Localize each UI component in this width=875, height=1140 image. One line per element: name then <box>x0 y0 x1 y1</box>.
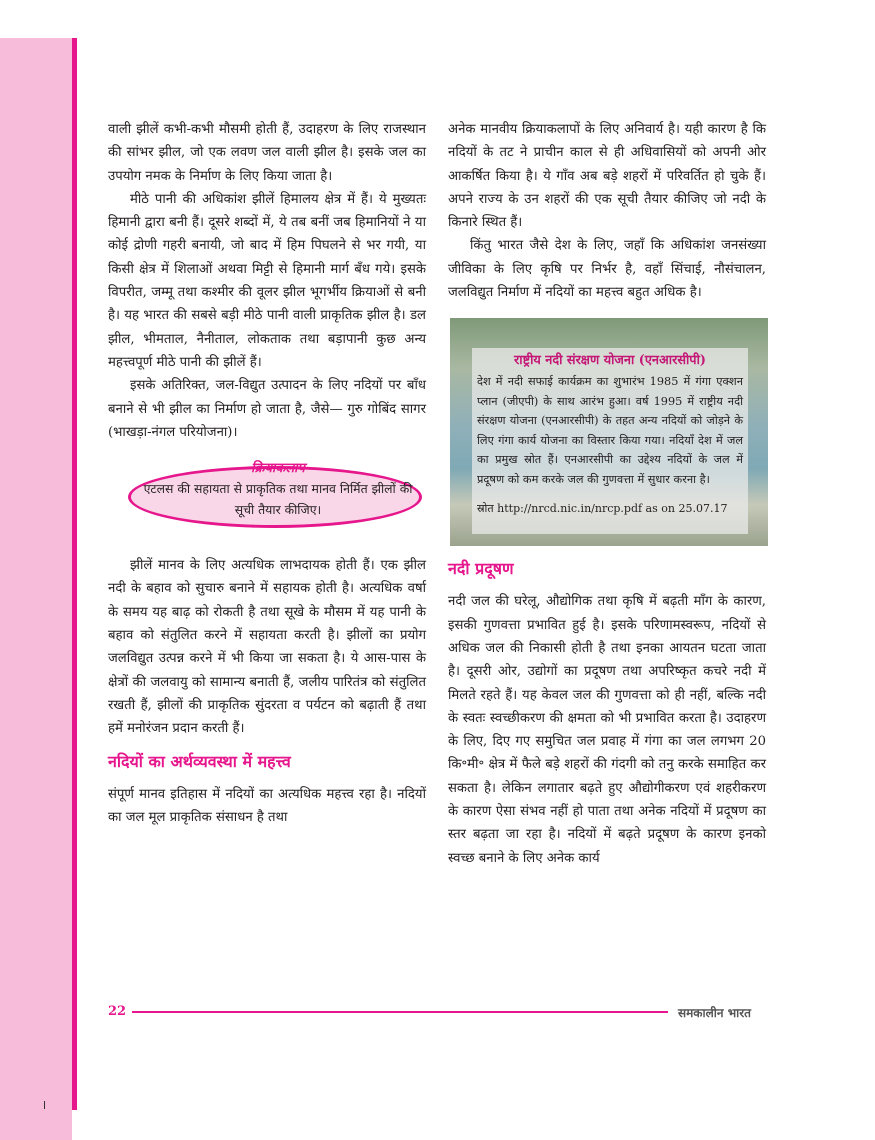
page-side-strip <box>0 38 72 1140</box>
nrcp-box-body: देश में नदी सफाई कार्यक्रम का शुभारंभ 1985 में गंगा एक्शन प्लान (जीएपी) के साथ आरंभ हुआ। वर्ष 1995 में राष्ट्रीय नदी संरक्षण योजना (एनआरसीपी) के तहत अन्य नदियों को जोड़ने के लिए गंगा कार्य योजना का विस्तार किया गया। नदियाँ देश में जल का प्रमुख स्रोत हैं। एनआरसीपी का उद्देश्य नदियों के जल में प्रदूषण को कम करके जल की गुणवत्ता में सुधार करना है। <box>477 375 743 486</box>
activity-callout <box>128 460 424 530</box>
nrcp-info-panel <box>472 348 748 534</box>
lakes-paragraph-3: इसके अतिरिक्त, जल-विद्युत उत्पादन के लिए नदियों पर बाँध बनाने से भी झील का निर्माण हो जाता है, जैसे— गुरु गोबिंद सागर (भाखड़ा-नंगल परियोजना)। <box>108 378 426 440</box>
right-column <box>448 118 766 870</box>
section-heading-rivers-economy: नदियों का अर्थव्यवस्था में महत्त्व <box>108 751 291 771</box>
rivers-paragraph-1: अनेक मानवीय क्रियाकलापों के लिए अनिवार्य है। यही कारण है कि नदियों के तट ने प्राचीन काल से ही अधिवासियों को अपनी ओर आकर्षित किया है। ये गाँव अब बड़े शहरों में परिवर्तित हो चुके हैं। अपने राज्य के उन शहरों की एक सूची तैयार कीजिए जो नदी के किनारे स्थित हैं। <box>448 122 766 231</box>
river-pollution-paragraph: नदी जल की घरेलू, औद्योगिक तथा कृषि में बढ़ती माँग के कारण, इसकी गुणवत्ता प्रभावित हुई है। इसके परिणामस्वरूप, नदियों से अधिक जल की निकासी होती है तथा इनका आयतन घटता जाता है। दूसरी ओर, उद्योगों का प्रदूषण तथा अपरिष्कृत कचरे नदी में मिलते रहते हैं। यह केवल जल की गुणवत्ता को ही नहीं, बल्कि नदी के स्वतः स्वच्छीकरण की क्षमता को भी प्रभावित करता है। उदाहरण के लिए, दिए गए समुचित जल प्रवाह में गंगा का जल लगभग 20 कि॰मी॰ क्षेत्र में फैले बड़े शहरों की गंदगी को तनु करके समाहित कर सकता है। लेकिन लगातार बढ़ते हुए औद्योगीकरण एवं शहरीकरण के कारण ऐसा संभव नहीं हो पाता तथा अनेक नदियों में प्रदूषण का स्तर बढ़ता जा रहा है। नदियों में बढ़ते प्रदूषण के कारण इनको स्वच्छ बनाने के लिए अनेक कार्य <box>448 594 766 866</box>
nrcp-box-source: स्रोत http://nrcd.nic.in/nrcp.pdf as on 25.07.17 <box>477 502 728 516</box>
book-title: समकालीन भारत <box>678 1006 751 1020</box>
nrcp-box-title: राष्ट्रीय नदी संरक्षण योजना (एनआरसीपी) <box>514 353 706 369</box>
page-number: 22 <box>108 1004 127 1019</box>
rivers-paragraph-2: किंतु भारत जैसे देश के लिए, जहाँ कि अधिकांश जनसंख्या जीविका के लिए कृषि पर निर्भर है, वहाँ सिंचाई, नौसंचालन, जलविद्युत निर्माण में नदियों का महत्त्व बहुत अधिक है। <box>448 238 766 301</box>
activity-title: क्रियाकलाप <box>251 461 305 477</box>
left-column <box>108 118 426 829</box>
activity-text: एटलस की सहायता से प्राकृतिक तथा मानव निर्मित झीलों की सूची तैयार कीजिए। <box>143 481 413 518</box>
lakes-paragraph-2: मीठे पानी की अधिकांश झीलें हिमालय क्षेत्र में हैं। ये मुख्यतः हिमानी द्वारा बनी हैं। दूसरे शब्दों में, ये तब बनीं जब हिमानियों ने या कोई द्रोणी गहरी बनायी, जो बाद में हिम पिघलने से भर गयी, या किसी क्षेत्र में शिलाओं अथवा मिट्टी से हिमानी मार्ग बँध गये। इसके विपरीत, जम्मू तथा कश्मीर की वूलर झील भूगर्भीय क्रियाओं से बनी है। यह भारत की सबसे बड़ी मीठे पानी वाली प्राकृतिक झील है। डल झील, भीमताल, नैनीताल, लोकताक तथा बड़ापानी कुछ अन्य महत्त्वपूर्ण मीठे पानी की झीलें हैं। <box>108 191 426 370</box>
rivers-economy-paragraph: संपूर्ण मानव इतिहास में नदियों का अत्यधिक महत्त्व रहा है। नदियों का जल मूल प्राकृतिक संसाधन है तथा <box>108 786 426 825</box>
page-side-line <box>72 38 77 1110</box>
footer-rule <box>132 1011 668 1013</box>
section-heading-river-pollution: नदी प्रदूषण <box>448 559 514 579</box>
crop-mark <box>44 1101 45 1109</box>
nrcp-info-box <box>450 318 768 546</box>
lakes-benefits-paragraph: झीलें मानव के लिए अत्यधिक लाभदायक होती हैं। एक झील नदी के बहाव को सुचारु बनाने में सहायक होती है। अत्यधिक वर्षा के समय यह बाढ़ को रोकती है तथा सूखे के मौसम में यह पानी के बहाव को संतुलित करने में सहायता करती है। झीलों का प्रयोग जलविद्युत उत्पन्न करने में भी किया जा सकता है। ये आस-पास के क्षेत्रों की जलवायु को सामान्य बनाती हैं, जलीय पारितंत्र को संतुलित रखती हैं, झीलों की प्राकृतिक सुंदरता व पर्यटन को बढ़ाती हैं तथा हमें मनोरंजन प्रदान करती हैं। <box>108 558 426 737</box>
lakes-paragraph-1: वाली झीलें कभी-कभी मौसमी होती हैं, उदाहरण के लिए राजस्थान की सांभर झील, जो एक लवण जल वाली झील है। इसके जल का उपयोग नमक के निर्माण के लिए किया जाता है। <box>108 122 426 184</box>
